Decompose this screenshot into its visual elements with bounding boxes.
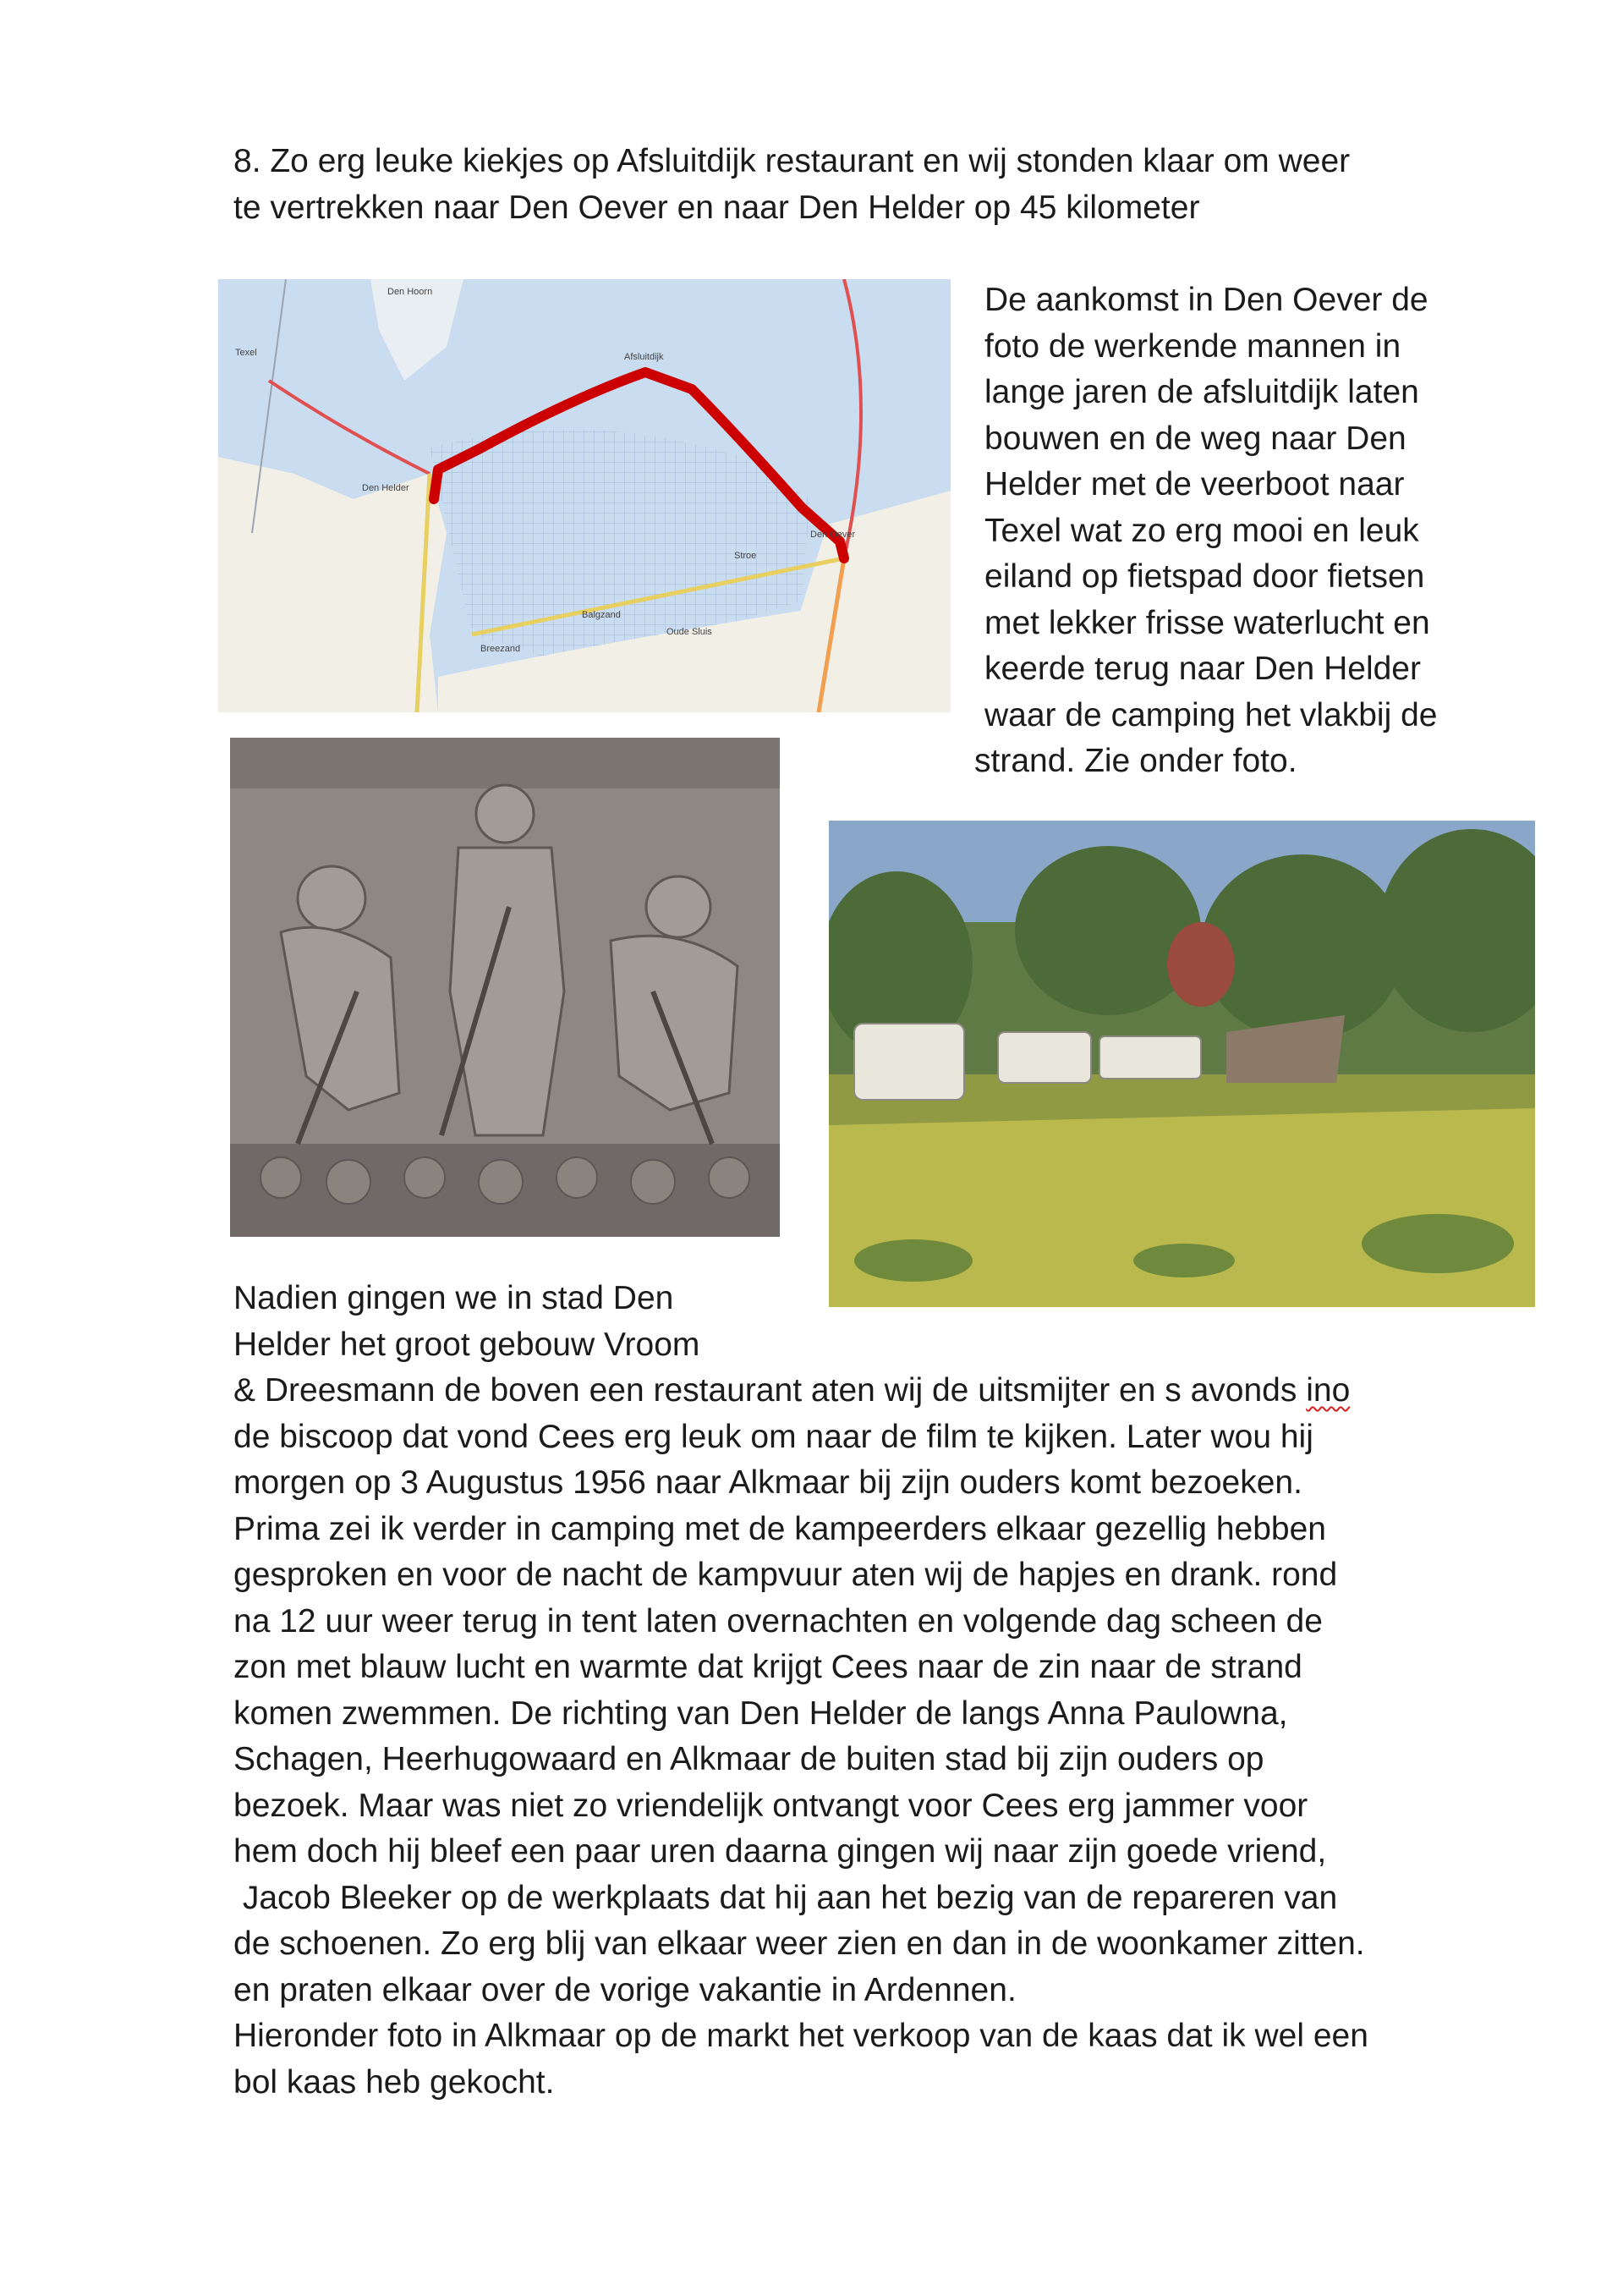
narrative-line: Nadien gingen we in stad Den bbox=[233, 1280, 674, 1316]
map-label: Breezand bbox=[480, 644, 521, 654]
map-label: Den Hoorn bbox=[387, 287, 433, 297]
map-label: Texel bbox=[235, 348, 257, 358]
narrative-line: bol kaas heb gekocht. bbox=[233, 2063, 555, 2101]
narrative-line: de biscoop dat vond Cees erg leuk om naar de film te kijken. Later wou hij bbox=[233, 1418, 1313, 1455]
side-line: foto de werkende mannen in bbox=[984, 327, 1401, 365]
side-line: keerde terug naar Den Helder bbox=[984, 651, 1421, 687]
narrative-line: morgen op 3 Augustus 1956 naar Alkmaar bij zijn ouders komt bezoeken. bbox=[233, 1464, 1302, 1501]
narrative-line: en praten elkaar over de vorige vakantie in Ardennen. bbox=[233, 1971, 1017, 2008]
narrative-line: Prima zei ik verder in camping met de kampeerders elkaar gezellig hebben bbox=[233, 1510, 1326, 1547]
map-label: Oude Sluis bbox=[666, 627, 712, 637]
narrative-narrow-lines bbox=[233, 1276, 699, 1368]
intro-paragraph bbox=[233, 139, 1350, 231]
side-line: lange jaren de afsluitdijk laten bbox=[984, 374, 1419, 410]
route-map-image bbox=[218, 279, 951, 712]
narrative-line: Helder het groot gebouw Vroom bbox=[233, 1326, 700, 1363]
intro-line-1: 8. Zo erg leuke kiekjes op Afsluitdijk restaurant en wij stonden klaar om weer bbox=[233, 143, 1351, 179]
spelling-flagged-word: ino bbox=[1306, 1372, 1351, 1409]
narrative-paragraph bbox=[233, 1368, 1368, 2106]
camping-photo bbox=[829, 821, 1535, 1307]
narrative-line: gesproken en voor de nacht de kampvuur aten wij de hapjes en drank. rond bbox=[233, 1557, 1338, 1593]
narrative-line: zon met blauw lucht en warmte dat krijgt Cees naar de zin naar de strand bbox=[233, 1649, 1302, 1685]
side-line: met lekker frisse waterlucht en bbox=[984, 604, 1430, 641]
side-line: eiland op fietspad door fietsen bbox=[984, 558, 1425, 595]
narrative-line bbox=[233, 1368, 1368, 1414]
side-line: De aankomst in Den Oever de bbox=[984, 282, 1428, 318]
narrative-line: bezoek. Maar was niet zo vriendelijk ontvangt voor Cees erg jammer voor bbox=[233, 1787, 1308, 1824]
map-label: Den Oever bbox=[810, 530, 856, 540]
intro-line-2: te vertrekken naar Den Oever en naar Den Helder op 45 kilometer bbox=[233, 189, 1200, 226]
side-paragraph bbox=[974, 277, 1438, 785]
narrative-line: Jacob Bleeker op de werkplaats dat hij aan het bezig van de repareren van bbox=[233, 1879, 1338, 1916]
narrative-line: hem doch hij bleef een paar uren daarna gingen wij naar zijn goede vriend, bbox=[233, 1833, 1327, 1870]
monument-relief-photo bbox=[230, 738, 780, 1237]
side-line: strand. Zie onder foto. bbox=[974, 743, 1297, 779]
side-line: Helder met de veerboot naar bbox=[984, 466, 1405, 503]
side-line: waar de camping het vlakbij de bbox=[984, 696, 1438, 733]
map-label: Stroe bbox=[734, 551, 757, 561]
narrative-line-3-text: & Dreesmann de boven een restaurant aten wij de uitsmijter en s avonds bbox=[233, 1372, 1307, 1409]
map-label: Afsluitdijk bbox=[624, 352, 664, 362]
side-line: bouwen en de weg naar Den bbox=[984, 420, 1406, 457]
map-label: Balgzand bbox=[582, 610, 621, 620]
narrative-line: de schoenen. Zo erg blij van elkaar weer zien en dan in de woonkamer zitten. bbox=[233, 1925, 1365, 1962]
map-label: Den Helder bbox=[362, 483, 409, 493]
narrative-line: na 12 uur weer terug in tent laten overnachten en volgende dag scheen de bbox=[233, 1602, 1323, 1640]
narrative-line: komen zwemmen. De richting van Den Helder de langs Anna Paulowna, bbox=[233, 1695, 1288, 1732]
side-line: Texel wat zo erg mooi en leuk bbox=[984, 512, 1419, 549]
narrative-line: Hieronder foto in Alkmaar op de markt het verkoop van de kaas dat ik wel een bbox=[233, 2018, 1368, 2054]
narrative-line: Schagen, Heerhugowaard en Alkmaar de buiten stad bij zijn ouders op bbox=[233, 1741, 1264, 1777]
